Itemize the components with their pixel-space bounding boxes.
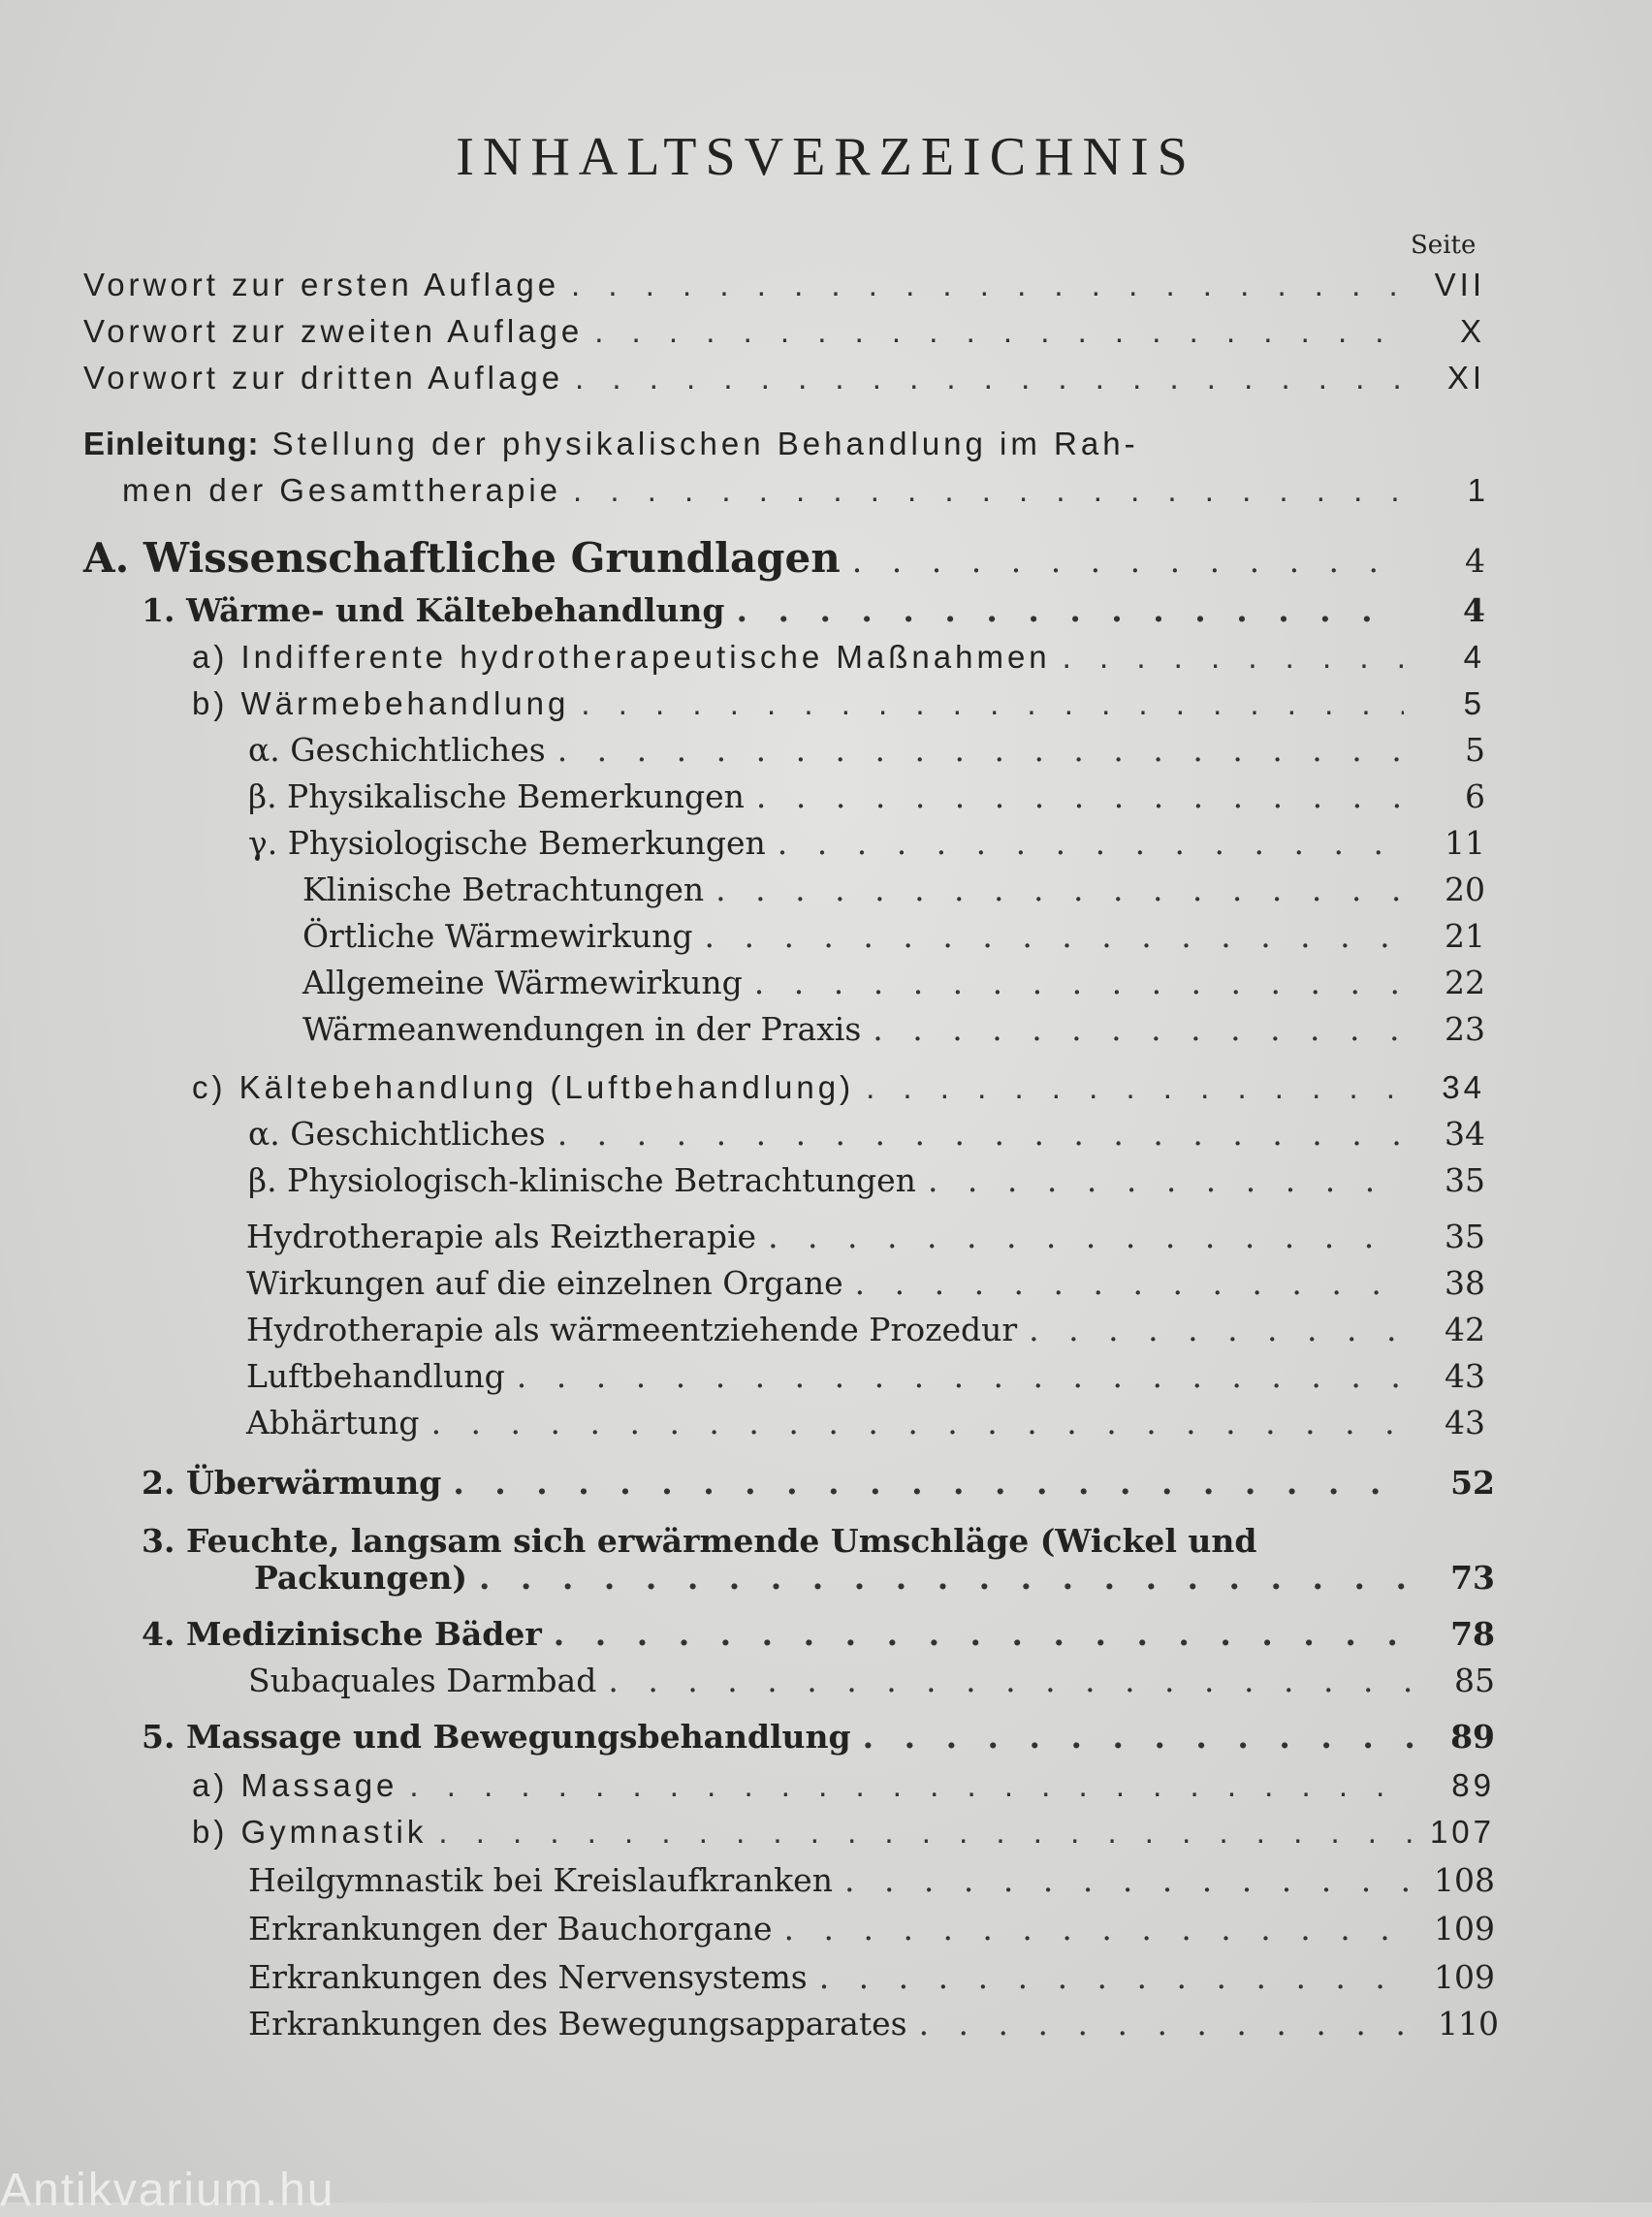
toc-entry-1b[interactable] bbox=[192, 681, 1485, 727]
toc-entry-page: 1 bbox=[1467, 472, 1489, 508]
toc-entry-1a[interactable] bbox=[192, 634, 1485, 681]
toc-entry-label: Erkrankungen der Bauchorgane bbox=[248, 1910, 773, 1948]
toc-entry-label: Heilgymnastik bei Kreislaufkranken bbox=[248, 1861, 833, 1899]
toc-entry-einleitung-line2[interactable] bbox=[122, 467, 1489, 514]
toc-entry-1b-gamma[interactable] bbox=[248, 820, 1485, 867]
toc-entry-4[interactable] bbox=[142, 1611, 1495, 1658]
toc-entry-page: 22 bbox=[1445, 964, 1485, 1001]
einleitung-lead: Einleitung: bbox=[83, 426, 260, 461]
toc-entry-label: Luftbehandlung bbox=[246, 1357, 505, 1395]
toc-entry-1[interactable] bbox=[142, 587, 1485, 634]
toc-entry-label: Vorwort zur zweiten Auflage bbox=[83, 313, 584, 349]
leader-dots bbox=[768, 1214, 1404, 1260]
leader-dots bbox=[704, 913, 1404, 960]
leader-dots bbox=[608, 1658, 1414, 1704]
toc-entry-darmbad[interactable] bbox=[248, 1658, 1495, 1704]
toc-entry-label: b) Wärmebehandlung bbox=[192, 685, 570, 721]
toc-entry-preface-1[interactable] bbox=[83, 262, 1485, 308]
toc-entry-page: 43 bbox=[1445, 1357, 1485, 1395]
toc-entry-oertliche[interactable] bbox=[302, 913, 1485, 960]
toc-entry-preface-2[interactable] bbox=[83, 308, 1485, 355]
leader-dots bbox=[754, 960, 1404, 1006]
toc-entry-label: Packungen) bbox=[254, 1559, 467, 1597]
toc-entry-label: γ. Physiologische Bemerkungen bbox=[248, 824, 766, 862]
toc-entry-einleitung-line1[interactable] bbox=[83, 421, 1382, 467]
toc-entry-label: a) Massage bbox=[192, 1767, 398, 1803]
toc-entry-bewegungsapparat[interactable] bbox=[248, 2001, 1499, 2047]
toc-section-label: A. Wissenschaftliche Grundlagen bbox=[83, 534, 841, 582]
leader-dots bbox=[778, 820, 1404, 867]
toc-entry-page: 6 bbox=[1465, 777, 1485, 815]
page-title: INHALTSVERZEICHNIS bbox=[456, 127, 1196, 187]
toc-entry-luftbehandlung[interactable] bbox=[246, 1353, 1485, 1400]
toc-entry-1c[interactable] bbox=[192, 1064, 1485, 1111]
leader-dots bbox=[594, 308, 1404, 355]
toc-entry-5a[interactable] bbox=[192, 1762, 1495, 1809]
toc-entry-page: VII bbox=[1434, 267, 1485, 302]
toc-entry-1c-beta[interactable] bbox=[248, 1157, 1485, 1204]
leader-dots bbox=[517, 1353, 1404, 1400]
leader-dots bbox=[855, 1260, 1404, 1307]
toc-entry-page: 34 bbox=[1445, 1115, 1485, 1153]
toc-entry-preface-3[interactable] bbox=[83, 355, 1485, 401]
toc-entry-page: 23 bbox=[1445, 1010, 1485, 1048]
toc-entry-5[interactable] bbox=[142, 1714, 1495, 1760]
toc-entry-label: Vorwort zur dritten Auflage bbox=[83, 360, 564, 396]
leader-dots bbox=[756, 774, 1404, 820]
toc-entry-label: Wärmeanwendungen in der Praxis bbox=[302, 1010, 862, 1048]
toc-entry-organe[interactable] bbox=[246, 1260, 1485, 1307]
toc-entry-label: a) Indifferente hydrotherapeutische Maßnahmen bbox=[192, 639, 1051, 675]
toc-entry-label: β. Physikalische Bemerkungen bbox=[248, 777, 745, 815]
leader-dots bbox=[571, 262, 1404, 308]
toc-entry-nervensystem[interactable] bbox=[248, 1954, 1495, 2001]
toc-entry-page: 109 bbox=[1434, 1958, 1495, 1996]
leader-dots bbox=[431, 1400, 1404, 1446]
toc-entry-abhaertung[interactable] bbox=[246, 1400, 1485, 1446]
toc-entry-page: 85 bbox=[1454, 1662, 1495, 1699]
toc-entry-page: 34 bbox=[1442, 1069, 1485, 1105]
toc-entry-page: 35 bbox=[1445, 1218, 1485, 1255]
toc-entry-label: Hydrotherapie als wärmeentziehende Prozedur bbox=[246, 1311, 1018, 1348]
toc-entry-label: Abhärtung bbox=[246, 1404, 420, 1441]
toc-entry-label: men der Gesamttherapie bbox=[122, 472, 562, 508]
toc-entry-page: XI bbox=[1446, 360, 1485, 396]
toc-entry-label: α. Geschichtliches bbox=[248, 731, 546, 769]
toc-entry-page: 4 bbox=[1463, 639, 1485, 675]
toc-entry-1b-beta[interactable] bbox=[248, 774, 1485, 820]
toc-entry-5b[interactable] bbox=[192, 1809, 1495, 1855]
toc-entry-label: β. Physiologisch-klinische Betrachtungen bbox=[248, 1161, 916, 1199]
leader-dots bbox=[863, 1714, 1414, 1760]
leader-dots bbox=[852, 534, 1404, 588]
toc-entry-page: 4 bbox=[1463, 591, 1485, 629]
toc-entry-label: 1. Wärme- und Kältebehandlung bbox=[142, 591, 725, 629]
toc-entry-kreislauf[interactable] bbox=[248, 1857, 1495, 1904]
toc-entry-page: 5 bbox=[1463, 685, 1485, 721]
toc-entry-page: 43 bbox=[1445, 1404, 1485, 1441]
leader-dots bbox=[581, 681, 1404, 727]
leader-dots bbox=[873, 1006, 1404, 1053]
leader-dots bbox=[844, 1857, 1414, 1904]
leader-dots bbox=[737, 587, 1405, 634]
toc-entry-page: 108 bbox=[1434, 1861, 1495, 1899]
leader-dots bbox=[784, 1906, 1414, 1952]
leader-dots bbox=[919, 2001, 1417, 2047]
toc-entry-label: 4. Medizinische Bäder bbox=[142, 1615, 542, 1653]
einleitung-text-line1: Stellung der physikalischen Behandlung im Rah- bbox=[271, 426, 1139, 461]
toc-entry-label: 5. Massage und Bewegungsbehandlung bbox=[142, 1718, 851, 1756]
toc-entry-label: Erkrankungen des Bewegungsapparates bbox=[248, 2005, 907, 2043]
toc-entry-label: Erkrankungen des Nervensystems bbox=[248, 1958, 808, 1996]
toc-entry-reiztherapie[interactable] bbox=[246, 1214, 1485, 1260]
toc-entry-bauchorgane[interactable] bbox=[248, 1906, 1495, 1952]
toc-entry-prozedur[interactable] bbox=[246, 1307, 1485, 1353]
toc-entry-page: 107 bbox=[1429, 1814, 1495, 1850]
toc-entry-page: 52 bbox=[1450, 1464, 1495, 1502]
toc-entry-label: Allgemeine Wärmewirkung bbox=[302, 964, 743, 1001]
toc-entry-page: 78 bbox=[1450, 1615, 1495, 1653]
leader-dots bbox=[819, 1954, 1414, 2001]
leader-dots bbox=[573, 467, 1408, 514]
toc-entry-label: Wirkungen auf die einzelnen Organe bbox=[246, 1264, 843, 1302]
toc-entry-page: 38 bbox=[1445, 1264, 1485, 1302]
toc-section-a[interactable] bbox=[83, 531, 1485, 586]
leader-dots bbox=[928, 1157, 1404, 1204]
toc-entry-label: α. Geschichtliches bbox=[248, 1115, 546, 1153]
toc-entry-1b-alpha[interactable] bbox=[248, 727, 1485, 774]
toc-entry-page: 11 bbox=[1445, 824, 1485, 862]
toc-entry-praxis[interactable] bbox=[302, 1006, 1485, 1053]
toc-entry-2[interactable] bbox=[142, 1460, 1495, 1506]
toc-entry-label: b) Gymnastik bbox=[192, 1814, 428, 1850]
leader-dots bbox=[575, 355, 1404, 401]
leader-dots bbox=[1063, 634, 1404, 681]
toc-entry-page: 4 bbox=[1465, 542, 1485, 580]
toc-entry-page: X bbox=[1459, 313, 1485, 349]
toc-entry-page: 20 bbox=[1445, 871, 1485, 908]
toc-entry-1c-alpha[interactable] bbox=[248, 1111, 1485, 1157]
toc-entry-label: Subaquales Darmbad bbox=[248, 1662, 597, 1699]
leader-dots bbox=[409, 1762, 1414, 1809]
toc-entry-label: Hydrotherapie als Reiztherapie bbox=[246, 1218, 757, 1255]
toc-entry-page: 5 bbox=[1465, 731, 1485, 769]
toc-entry-label: Vorwort zur ersten Auflage bbox=[83, 267, 560, 302]
toc-entry-page: 21 bbox=[1445, 917, 1485, 955]
toc-entry-label: Klinische Betrachtungen bbox=[302, 871, 705, 908]
leader-dots bbox=[1029, 1307, 1404, 1353]
toc-entry-3-line2[interactable] bbox=[254, 1555, 1495, 1601]
toc-entry-page: 89 bbox=[1451, 1767, 1495, 1803]
leader-dots bbox=[438, 1809, 1414, 1855]
toc-entry-page: 109 bbox=[1434, 1910, 1495, 1948]
toc-entry-page: 110 bbox=[1438, 2005, 1499, 2043]
toc-entry-label: Örtliche Wärmewirkung bbox=[302, 917, 693, 955]
toc-entry-page: 42 bbox=[1445, 1311, 1485, 1348]
watermark: Antikvarium.hu bbox=[0, 2165, 335, 2216]
leader-dots bbox=[453, 1460, 1414, 1506]
toc-entry-allgemeine[interactable] bbox=[302, 960, 1485, 1006]
toc-entry-label: 2. Überwärmung bbox=[142, 1464, 442, 1502]
toc-entry-klinische[interactable] bbox=[302, 867, 1485, 913]
toc-entry-page: 35 bbox=[1445, 1161, 1485, 1199]
leader-dots bbox=[866, 1064, 1404, 1111]
toc-entry-page: 73 bbox=[1450, 1559, 1495, 1597]
leader-dots bbox=[479, 1555, 1414, 1601]
leader-dots bbox=[557, 1111, 1404, 1157]
leader-dots bbox=[557, 727, 1404, 774]
toc-entry-label: c) Kältebehandlung (Luftbehandlung) bbox=[192, 1069, 855, 1105]
toc-entry-page: 89 bbox=[1450, 1718, 1495, 1756]
toc-entry-label: 3. Feuchte, langsam sich erwärmende Umschläge (Wickel und bbox=[142, 1522, 1257, 1560]
leader-dots bbox=[554, 1611, 1414, 1658]
seite-column-header: Seite bbox=[1411, 231, 1477, 260]
leader-dots bbox=[715, 867, 1404, 913]
